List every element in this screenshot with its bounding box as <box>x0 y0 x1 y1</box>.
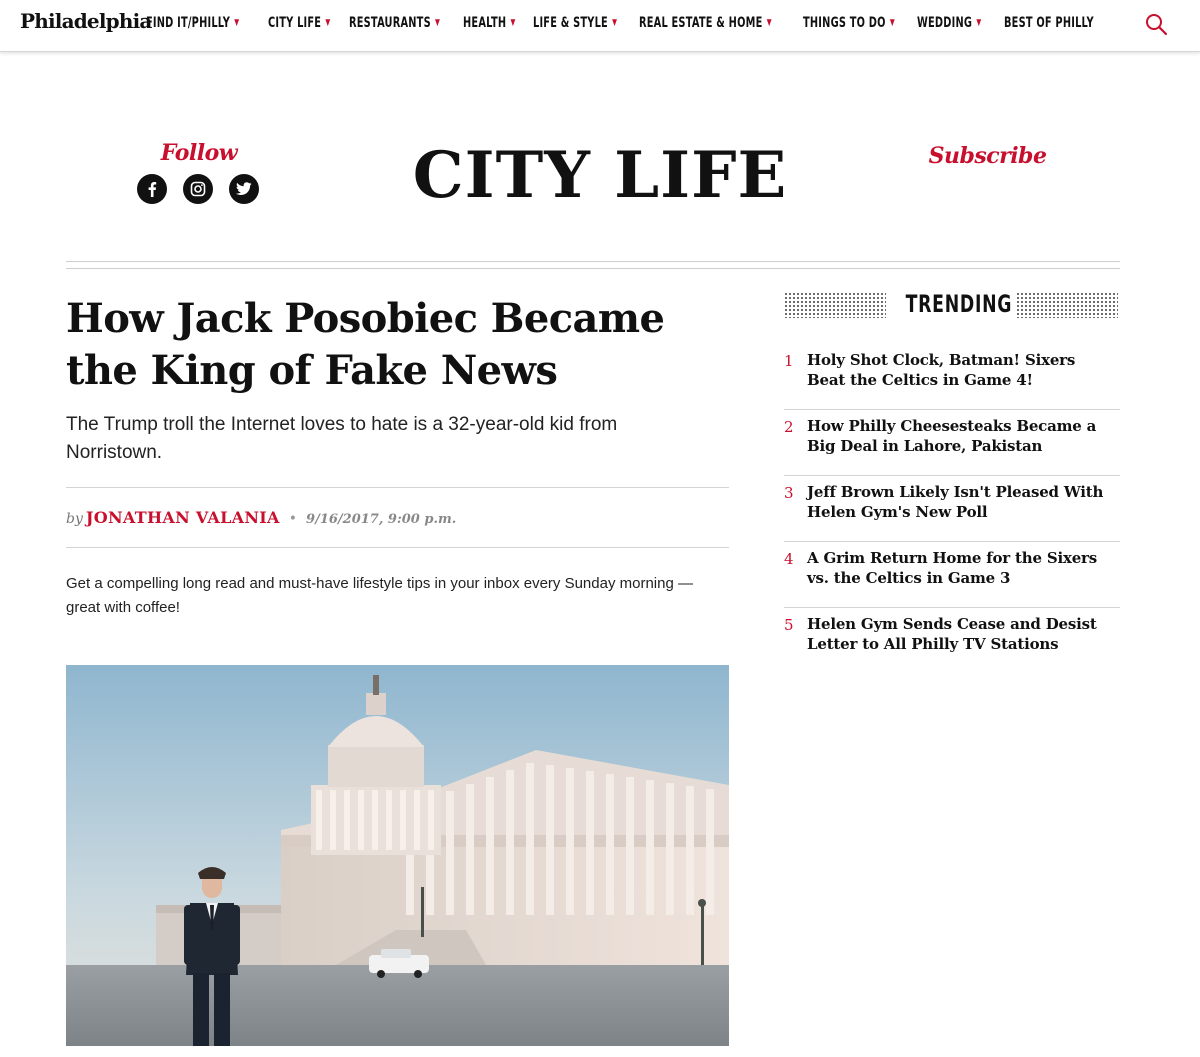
nav-item-real-estate-home[interactable] <box>639 15 772 31</box>
publish-date: 9/16/2017, 9:00 p.m. <box>306 512 457 527</box>
nav-item-label: CITY LIFE <box>268 15 322 31</box>
nav-item-label: THINGS TO DO <box>802 15 886 31</box>
article-headline: How Jack Posobiec Became the King of Fake News <box>66 295 665 394</box>
trending-item[interactable] <box>784 542 1120 608</box>
subscribe-link[interactable]: Subscribe <box>928 143 1047 169</box>
trending-rank: 1 <box>784 352 794 370</box>
trending-item[interactable] <box>784 344 1120 410</box>
trending-rank: 5 <box>784 616 794 634</box>
nav-item-label: HEALTH <box>462 15 506 31</box>
nav-item-city-life[interactable] <box>268 15 330 31</box>
trending-ornament-left <box>784 292 886 318</box>
nav-item-label: WEDDING <box>917 15 973 31</box>
chevron-down-icon: ▼ <box>611 18 617 28</box>
trending-item-title[interactable]: Jeff Brown Likely Isn't Pleased With Helen Gym's New Poll <box>807 483 1104 521</box>
divider <box>66 547 729 548</box>
trending-item-title[interactable]: Holy Shot Clock, Batman! Sixers Beat the Celtics in Game 4! <box>807 351 1076 389</box>
site-logo[interactable]: Philadelphia <box>20 9 152 33</box>
chevron-down-icon: ▼ <box>510 18 516 28</box>
chevron-down-icon: ▼ <box>889 18 895 28</box>
nav-item-life-style[interactable] <box>533 15 617 31</box>
hero-image <box>66 665 729 1046</box>
chevron-down-icon: ▼ <box>325 18 331 28</box>
byline-separator: • <box>288 511 298 527</box>
trending-item-title[interactable]: Helen Gym Sends Cease and Desist Letter to All Philly TV Stations <box>807 615 1097 653</box>
byline-prefix: by <box>66 511 83 527</box>
main-nav <box>146 15 1132 31</box>
trending-title: TRENDING <box>905 290 1013 318</box>
twitter-icon[interactable] <box>229 174 259 204</box>
section-divider <box>66 261 1120 269</box>
nav-item-restaurants[interactable] <box>349 15 440 31</box>
trending-item-title[interactable]: A Grim Return Home for the Sixers vs. the Celtics in Game 3 <box>807 549 1098 587</box>
byline <box>66 508 456 527</box>
trending-item-title[interactable]: How Philly Cheesesteaks Became a Big Deal in Lahore, Pakistan <box>807 417 1097 455</box>
nav-item-best-of-philly[interactable] <box>1004 15 1094 31</box>
trending-rank: 4 <box>784 550 794 568</box>
instagram-icon[interactable] <box>183 174 213 204</box>
newsletter-promo[interactable]: Get a compelling long read and must-have lifestyle tips in your inbox every Sunday morning — great with coffee! <box>66 575 693 616</box>
trending-item[interactable] <box>784 410 1120 476</box>
author-link[interactable]: JONATHAN VALANIA <box>85 508 280 527</box>
facebook-icon[interactable] <box>137 174 167 204</box>
chevron-down-icon: ▼ <box>434 18 440 28</box>
divider <box>66 487 729 488</box>
trending-ornament-right <box>1016 292 1118 318</box>
nav-item-label: LIFE & STYLE <box>532 15 608 31</box>
article-dek: The Trump troll the Internet loves to hate is a 32-year-old kid from Norristown. <box>66 414 618 463</box>
nav-item-label: RESTAURANTS <box>348 15 431 31</box>
trending-item[interactable] <box>784 608 1120 674</box>
chevron-down-icon: ▼ <box>234 18 240 28</box>
nav-item-label: REAL ESTATE & HOME <box>639 15 763 31</box>
section-title: CITY LIFE <box>412 138 788 213</box>
trending-rank: 3 <box>784 484 794 502</box>
nav-item-label: BEST OF PHILLY <box>1004 15 1094 31</box>
nav-item-label: FIND IT/PHILLY <box>146 15 231 31</box>
top-navigation-bar <box>0 0 1200 52</box>
follow-label: Follow <box>160 140 238 166</box>
nav-item-health[interactable] <box>463 15 516 31</box>
trending-item[interactable] <box>784 476 1120 542</box>
nav-item-things-to-do[interactable] <box>803 15 895 31</box>
trending-rank: 2 <box>784 418 794 436</box>
nav-item-find-it-philly[interactable] <box>146 15 239 31</box>
search-icon[interactable] <box>1144 12 1170 38</box>
chevron-down-icon: ▼ <box>976 18 982 28</box>
nav-item-wedding[interactable] <box>917 15 981 31</box>
chevron-down-icon: ▼ <box>766 18 772 28</box>
